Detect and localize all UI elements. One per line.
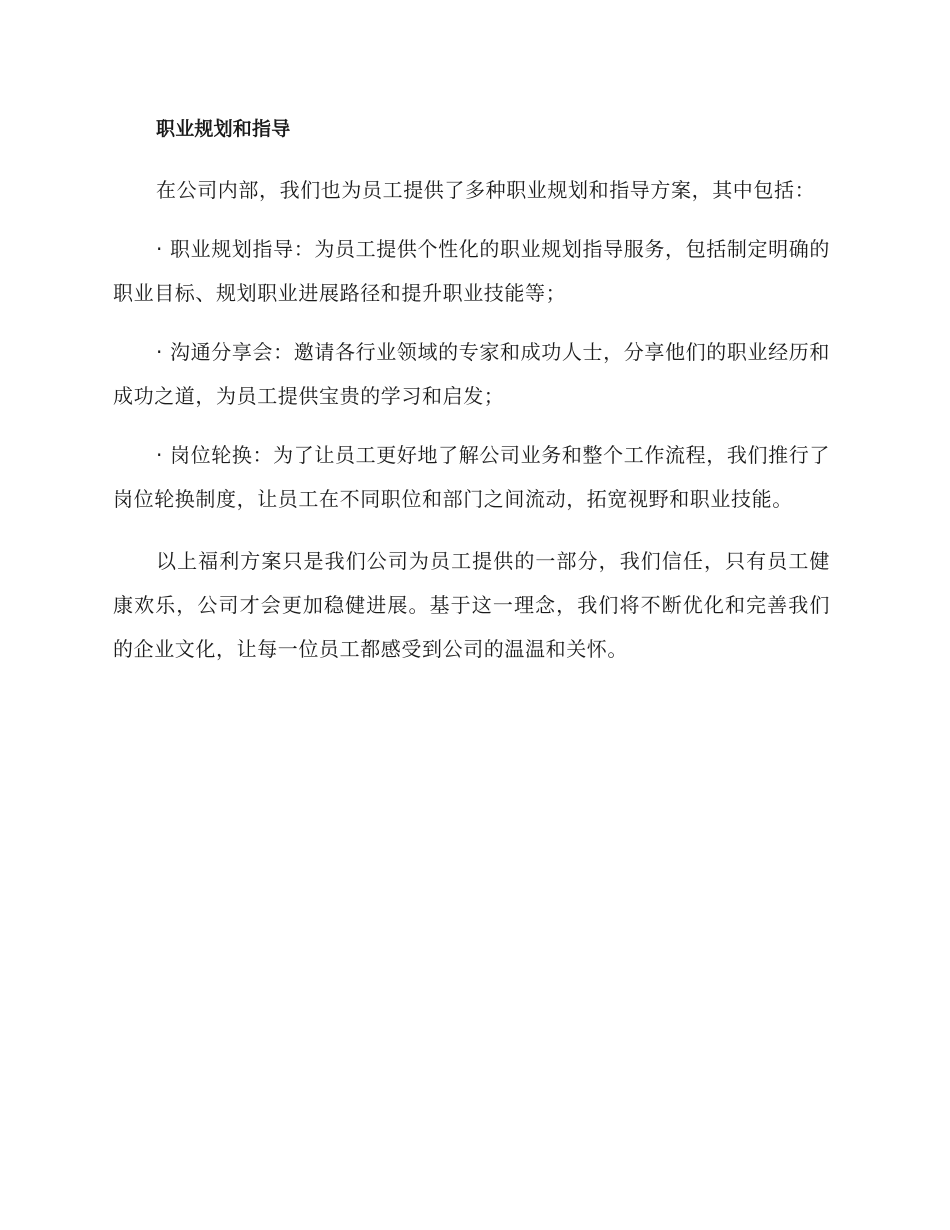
intro-paragraph: 在公司内部，我们也为员工提供了多种职业规划和指导方案，其中包括： [156, 178, 816, 202]
bullet-job-rotation: · 岗位轮换：为了让员工更好地了解公司业务和整个工作流程，我们推行了岗位轮换制度，让员工在不同职位和部门之间流动，拓宽视野和职业技能。 [113, 443, 830, 511]
document-page [113, 112, 830, 686]
section-heading: 职业规划和指导 [156, 118, 291, 140]
bullet-career-guidance: · 职业规划指导：为员工提供个性化的职业规划指导服务，包括制定明确的职业目标、规划职业进展路径和提升职业技能等； [113, 237, 830, 305]
bullet-sharing-session: · 沟通分享会：邀请各行业领域的专家和成功人士，分享他们的职业经历和成功之道，为员工提供宝贵的学习和启发； [113, 340, 830, 408]
conclusion-paragraph: 以上福利方案只是我们公司为员工提供的一部分，我们信任，只有员工健康欢乐，公司才会更加稳健进展。基于这一理念，我们将不断优化和完善我们的企业文化，让每一位员工都感受到公司的温温和关怀。 [113, 549, 830, 661]
